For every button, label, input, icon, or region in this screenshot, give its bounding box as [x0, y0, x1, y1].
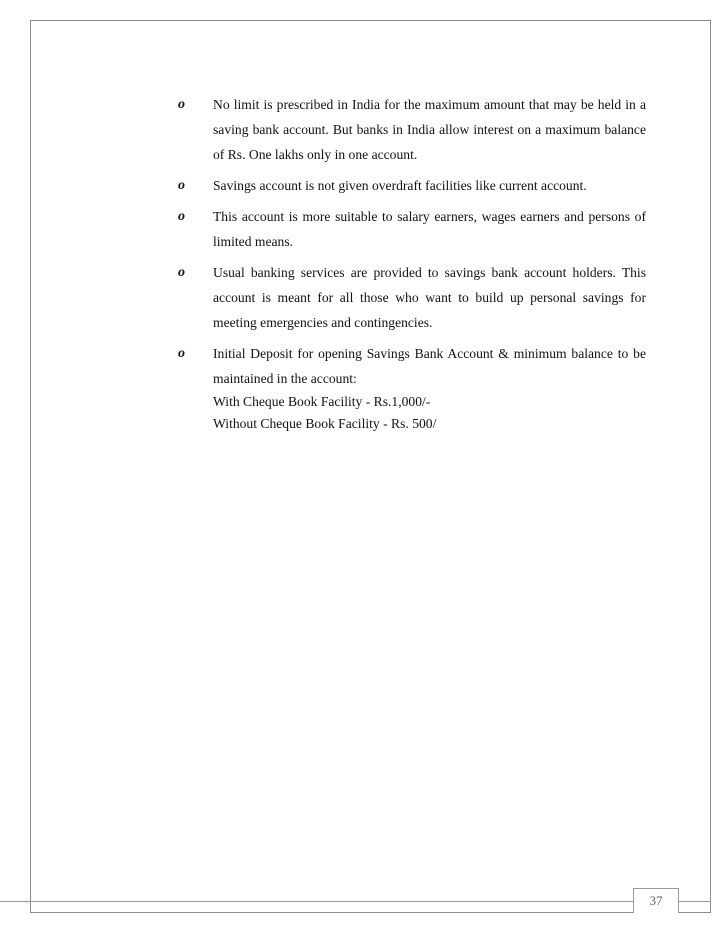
bullet-marker: o: [178, 209, 185, 224]
document-body: [178, 92, 646, 441]
list-item: [178, 204, 646, 254]
list-item: [178, 92, 646, 167]
bullet-text: No limit is prescribed in India for the maximum amount that may be held in a saving bank account. But banks in India allow interest on a maximum balance of Rs. One lakhs only in one account.: [213, 97, 646, 162]
deposit-with-cheque-book: With Cheque Book Facility - Rs.1,000/-: [213, 394, 431, 409]
list-item: [178, 341, 646, 435]
bullet-marker: o: [178, 265, 185, 280]
list-item: [178, 260, 646, 335]
bullet-marker: o: [178, 346, 185, 361]
bullet-marker: o: [178, 97, 185, 112]
footer-rule: [0, 901, 711, 902]
bullet-text: Usual banking services are provided to savings bank account holders. This account is meant for all those who want to build up personal savings for meeting emergencies and contingencies.: [213, 265, 646, 330]
bullet-text: Savings account is not given overdraft facilities like current account.: [213, 178, 587, 193]
bullet-marker: o: [178, 178, 185, 193]
bullet-text: Initial Deposit for opening Savings Bank Account & minimum balance to be maintained in the account:: [213, 346, 646, 386]
bullet-text: This account is more suitable to salary earners, wages earners and persons of limited means.: [213, 209, 646, 249]
page-number: 37: [633, 888, 679, 913]
list-item: [178, 173, 646, 198]
deposit-without-cheque-book: Without Cheque Book Facility - Rs. 500/: [213, 416, 437, 431]
